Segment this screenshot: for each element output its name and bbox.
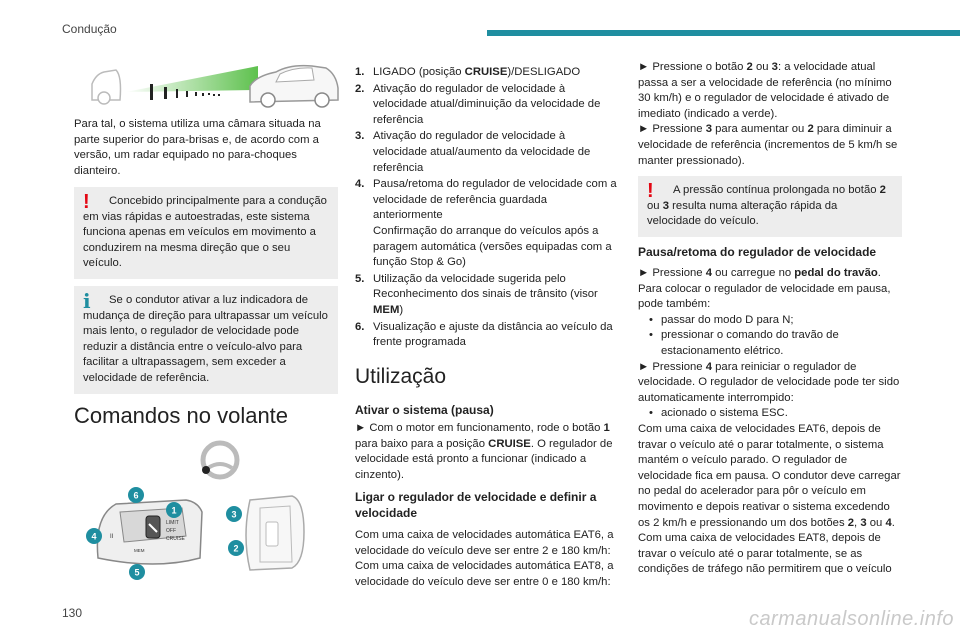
pause-options-list: [638, 313, 902, 360]
menu-label: MEM: [134, 548, 145, 553]
list-item: 4. Pausa/retoma do regulador de velocidade com a velocidade de referência guardada anteriormente Confirmação do arranque do veículos após a paragem automática (versões equipadas com a função Stop & Go): [355, 178, 617, 269]
list-item: 3. Ativação do regulador de velocidade à velocidade atual/aumento da velocidade de referência: [355, 130, 591, 174]
warning-text-2: A pressão contínua prolongada no botão 2 ou 3 resulta numa alteração rápida da velocidade do veículo.: [647, 184, 886, 228]
info-box: [74, 286, 338, 394]
warning-box-2: [638, 176, 902, 237]
paragraph-press-2-3: ► Pressione o botão 2 ou 3: a velocidade atual passa a ser a velocidade de referência (no mínimo 30 km/h) e o regulador de velocidade é ativado de imediato (indicado a verde). ► Pressione 3 para aumentar ou 2 para diminuir a velocidade de referência (incrementos de 5 km/h se manter pressionado).: [638, 61, 898, 167]
list-item: 6. Visualização e ajuste da distância ao veículo da frente programada: [355, 320, 613, 349]
subheading-activate: Ativar o sistema (pausa): [355, 403, 494, 417]
callout-5: 5: [134, 567, 140, 578]
controls-list: [355, 65, 617, 352]
info-text: Se o condutor ativar a luz indicadora de mudança de direção para ultrapassar um veículo mais lento, o regulador de velocidade pode reduzir a distância entre o veículo-alvo para facilitar a ultrapassagem, sem exceder a velocidade de referência.: [83, 294, 328, 384]
callout-1: 1: [171, 505, 177, 516]
list-item: • pressionar o comando do travão de estacionamento elétrico.: [649, 328, 902, 359]
paragraph-activate: ► Com o motor em funcionamento, rode o botão 1 para baixo para a posição CRUISE. O regulador de velocidade está pronto a funcionar (indicado a cinzento).: [355, 422, 613, 481]
warning-icon: !: [647, 180, 654, 202]
section-title: Condução: [62, 22, 117, 36]
steering-wheel-icon: [202, 443, 237, 477]
pause-resume-body: ► Pressione 4 ou carregue no pedal do travão. Para colocar o regulador de velocidade em pausa, pode também: • passar do modo D para N; • pressionar o comando do travão de estacionamento elétrico. ► Pressione 4 para reiniciar o regulador de velocidade. O regulador de velocidade pode ter sido automaticamente interrompido: • acionado o sistema ESC. Com uma caixa de velocidades EAT6, depois de travar o veículo até o parar totalmente, o sistema mantém o veículo parado. O regulador de velocidade fica em pausa. O condutor deve carregar no pedal do acelerador para pôr o veículo em movimento e depois reativar o sistema excedendo os 2 km/h e pressionando um dos botões 2, 3 ou 4. Com uma caixa de velocidades EAT8, depois de travar o veículo até o parar totalmente, se as condições de tráfego não permitirem que o veículo: [638, 266, 902, 578]
warning-box: [74, 187, 338, 279]
callout-2: 2: [233, 543, 239, 554]
intro-paragraph: Para tal, o sistema utiliza uma câmara situada na parte superior do para-brisas e, de acordo com a versão, um radar equipado no para-choques dianteiro.: [74, 118, 321, 177]
subheading-set-speed: Ligar o regulador de velocidade e definir a velocidade: [355, 490, 597, 520]
list-item: 2. Ativação do regulador de velocidade à velocidade atual/diminuição da velocidade de referência: [355, 82, 601, 126]
switch-off-label: OFF: [166, 528, 176, 534]
list-item: 1. LIGADO (posição CRUISE)/DESLIGADO: [355, 66, 581, 78]
callout-6: 6: [133, 490, 139, 501]
section-heading-steering-controls: Comandos no volante: [74, 403, 289, 428]
list-item: • passar do modo D para N;: [649, 313, 902, 329]
radar-car-illustration: [90, 62, 340, 108]
switch-cruise-label: CRUISE: [166, 536, 185, 542]
callout-3: 3: [231, 509, 237, 520]
auto-interrupt-list: [638, 406, 902, 422]
warning-icon: !: [83, 191, 90, 213]
header-accent-bar: [487, 30, 960, 36]
list-item: 5. Utilização da velocidade sugerida pelo Reconhecimento dos sinais de trânsito (visor MEM): [355, 272, 598, 316]
callout-4: 4: [91, 531, 97, 542]
svg-text:II: II: [110, 534, 114, 540]
paragraph-speed-range: Com uma caixa de velocidades automática EAT6, a velocidade do veículo deve ser entre 2 e 180 km/h: Com uma caixa de velocidades automática EAT8, a velocidade do veículo deve ser entre 0 e 180 km/h:: [355, 529, 614, 588]
info-icon: i: [83, 289, 91, 313]
steering-controls-diagram: [86, 438, 326, 583]
switch-limit-label: LIMIT: [166, 520, 179, 526]
warning-text: Concebido principalmente para a condução em vias rápidas e autoestradas, este sistema funciona apenas em veículos em movimento a conduzirem na mesma direção que o seu veículo.: [83, 195, 327, 270]
list-item: • acionado o sistema ESC.: [649, 406, 902, 422]
watermark: carmanualsonline.info: [748, 608, 954, 630]
section-heading-usage: Utilização: [355, 365, 447, 388]
page-number: 130: [62, 606, 83, 620]
subheading-pause-resume: Pausa/retoma do regulador de velocidade: [638, 245, 877, 259]
